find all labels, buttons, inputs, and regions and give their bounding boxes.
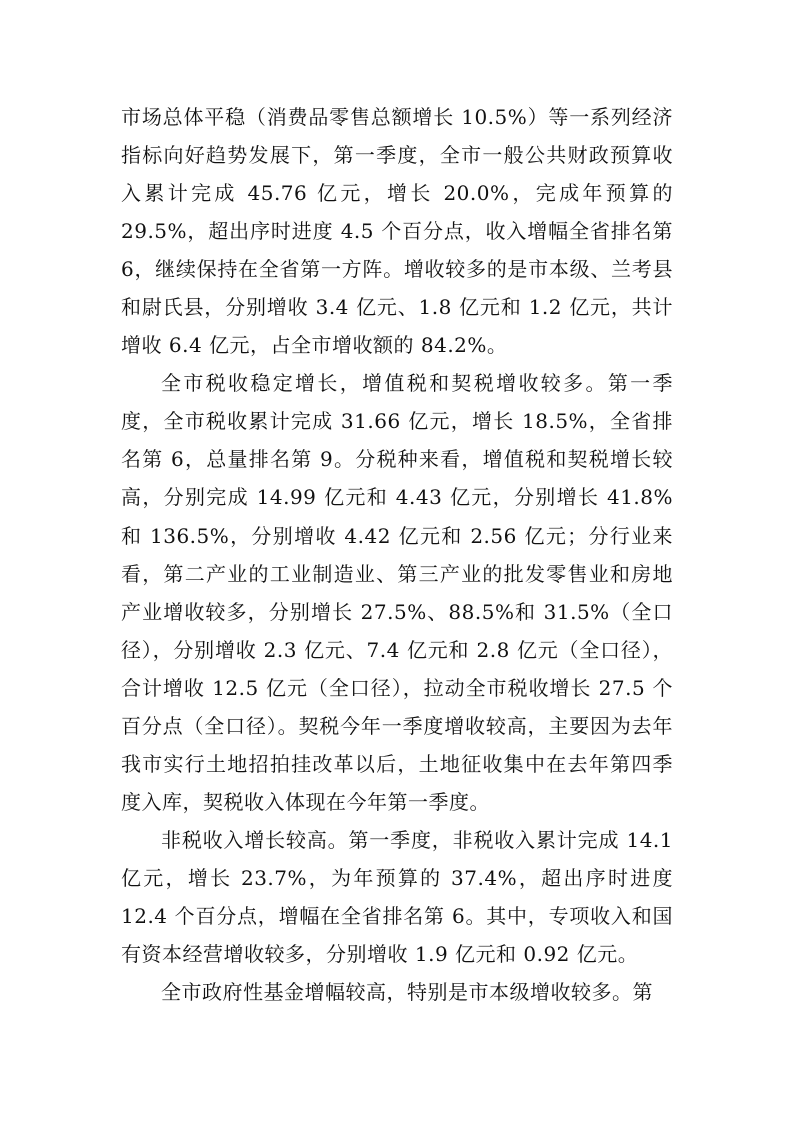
paragraph-government-fund: 全市政府性基金增幅较高，特别是市本级增收较多。第 (161, 980, 653, 1005)
paragraph-non-tax-revenue: 非税收入增长较高。第一季度，非税收入累计完成 14.1 亿元，增长 23.7%，为年预算的 37.4%，超出序时进度 12.4 个百分点，增幅在全省排名第 6。其中，专项收入和国有资本经营增收较多，分别增收 1.9 亿元和 0.92 亿元。 (121, 827, 673, 967)
body-text (121, 98, 673, 1011)
paragraph-general-budget-revenue: 市场总体平稳（消费品零售总额增长 10.5%）等一系列经济指标向好趋势发展下，第一季度，全市一般公共财政预算收入累计完成 45.76 亿元，增长 20.0%，完成年预算的 29.5%，超出序时进度 4.5 个百分点，收入增幅全省排名第 6，继续保持在全省第一方阵。增收较多的是市本级、兰考县和尉氏县，分别增收 3.4 亿元、1.8 亿元和 1.2 亿元，共计增收 6.4 亿元，占全市增收额的 84.2%。 (121, 105, 673, 358)
paragraph-tax-revenue: 全市税收稳定增长，增值税和契税增收较多。第一季度，全市税收累计完成 31.66 亿元，增长 18.5%，全省排名第 6，总量排名第 9。分税种来看，增值税和契税增长较高，分别完成 14.99 亿元和 4.43 亿元，分别增长 41.8%和 136.5%，分别增收 4.42 亿元和 2.56 亿元；分行业来看，第二产业的工业制造业、第三产业的批发零售业和房地产业增收较多，分别增长 27.5%、88.5%和 31.5%（全口径），分别增收 2.3 亿元、7.4 亿元和 2.8 亿元（全口径），合计增收 12.5 亿元（全口径），拉动全市税收增长 27.5 个百分点（全口径）。契税今年一季度增收较高，主要因为去年我市实行土地招拍挂改革以后，土地征收集中在去年第四季度入库，契税收入体现在今年第一季度。 (121, 371, 673, 814)
